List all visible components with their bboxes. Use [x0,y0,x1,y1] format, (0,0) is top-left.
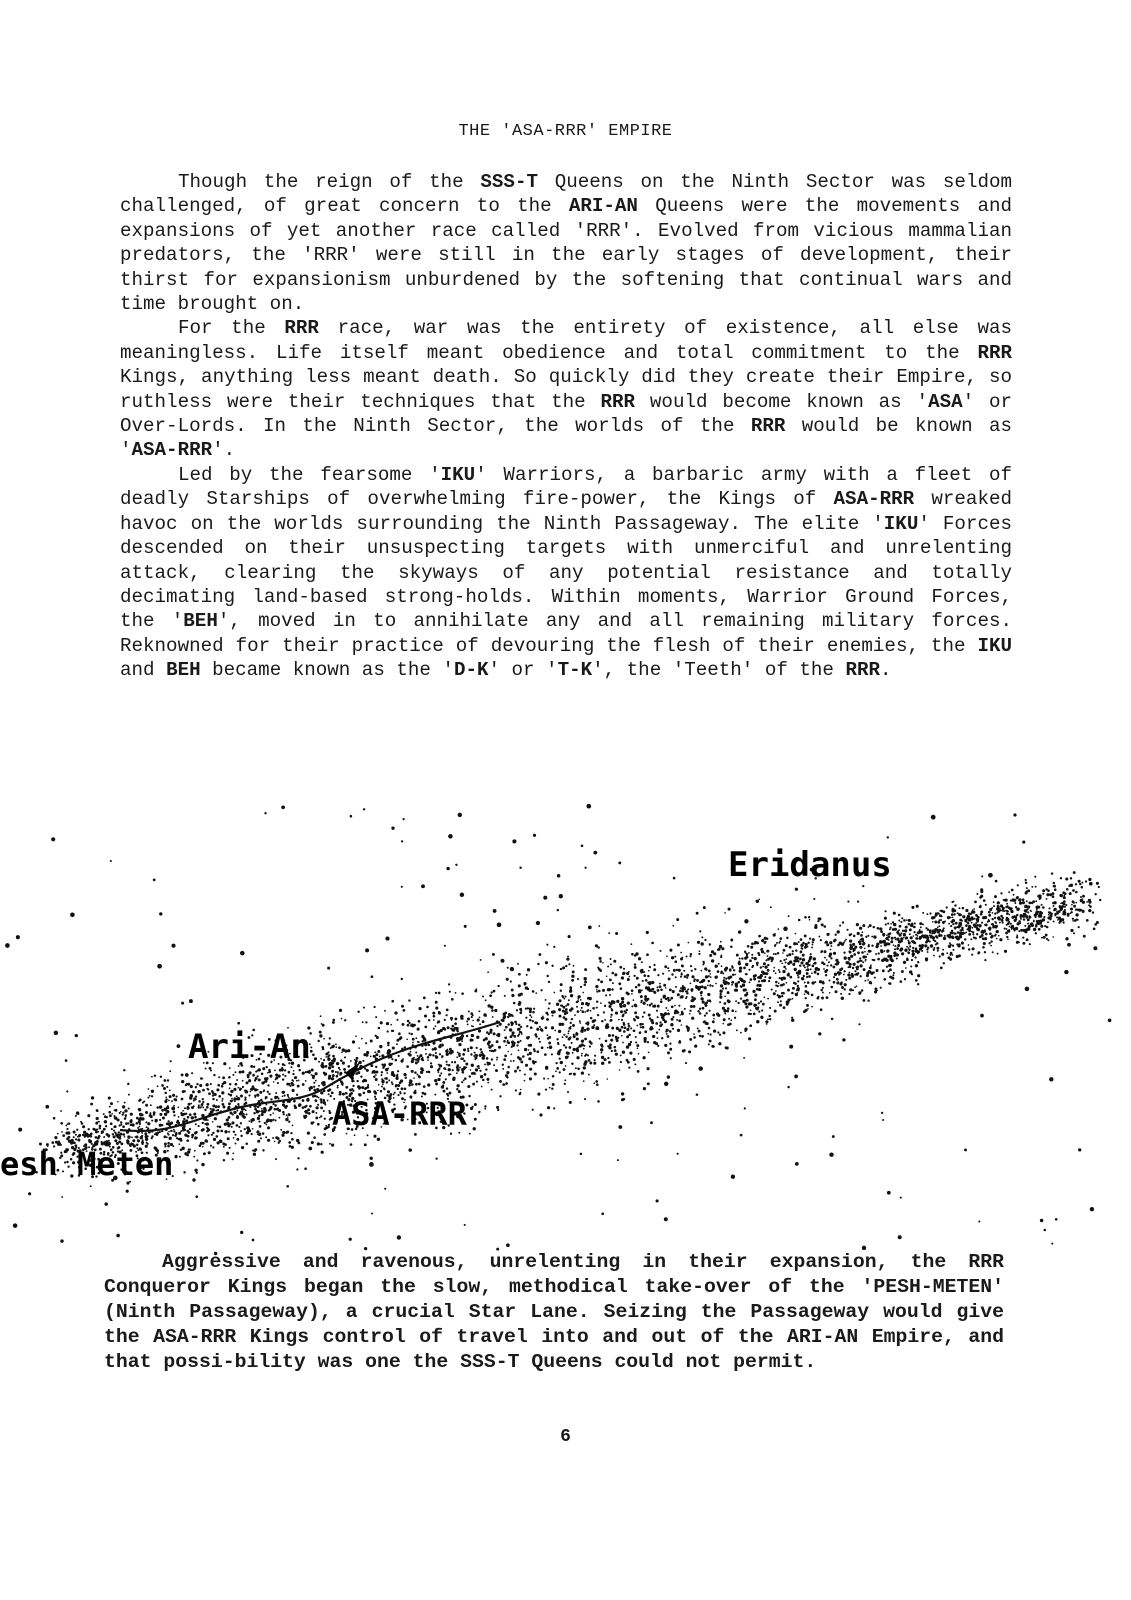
page-title: THE 'ASA-RRR' EMPIRE [458,122,673,141]
page-number: 6 [560,1427,571,1447]
route-arrow-icon [345,1062,360,1080]
label-pesh-meten: esh Meten [0,1145,174,1183]
star-map [0,800,1131,1260]
paragraph-1: Though the reign of the SSS-T Queens on the Ninth Sector was seldom challenged, of great concern to the ARI-AN Queens were the movements and expansions of yet another race called 'RRR'. Evolved from vicious mammalian predators, the 'RRR' were still in the early stages of development, their thirst for expansionism unburdened by the softening that continual wars and time brought on. [120,171,1012,316]
label-ari-an: Ari-An [188,1027,311,1067]
closing-paragraph: Aggressive and ravenous, unrelenting in their expansion, the RRR Conqueror Kings began the slow, methodical take-over of the 'PESH-METEN' (Ninth Passageway), a crucial Star Lane. Seizing the Passageway would give the ASA-RRR Kings control of travel into and out of the ARI-AN Empire, and that possi-bility was one the SSS-T Queens could not permit. [104,1251,1004,1373]
label-eridanus: Eridanus [728,845,892,885]
label-asa-rrr: ASA-RRR [332,1095,467,1133]
paragraph-3: Led by the fearsome 'IKU' Warriors, a barbaric army with a fleet of deadly Starships of overwhelming fire-power, the Kings of ASA-RRR wreaked havoc on the worlds surrounding the Ninth Passageway. The elite 'IKU' Forces descended on their unsuspecting targets with unmerciful and unrelenting attack, clearing the skyways of any potential resistance and totally decimating land-based strong-holds. Within moments, Warrior Ground Forces, the 'BEH', moved in to annihilate any and all remaining military forces. Reknowned for their practice of devouring the flesh of their enemies, the IKU and BEH became known as the 'D-K' or 'T-K', the 'Teeth' of the RRR. [120,463,1012,682]
body-text [120,170,1012,683]
paragraph-2: For the RRR race, war was the entirety of existence, all else was meaningless. Life itself meant obedience and total commitment to the RRR Kings, anything less meant death. So quickly did they create their Empire, so ruthless were their techniques that the RRR would become known as 'ASA' or Over-Lords. In the Ninth Sector, the worlds of the RRR would be known as 'ASA-RRR'. [120,317,1013,462]
star-field [5,804,1111,1255]
